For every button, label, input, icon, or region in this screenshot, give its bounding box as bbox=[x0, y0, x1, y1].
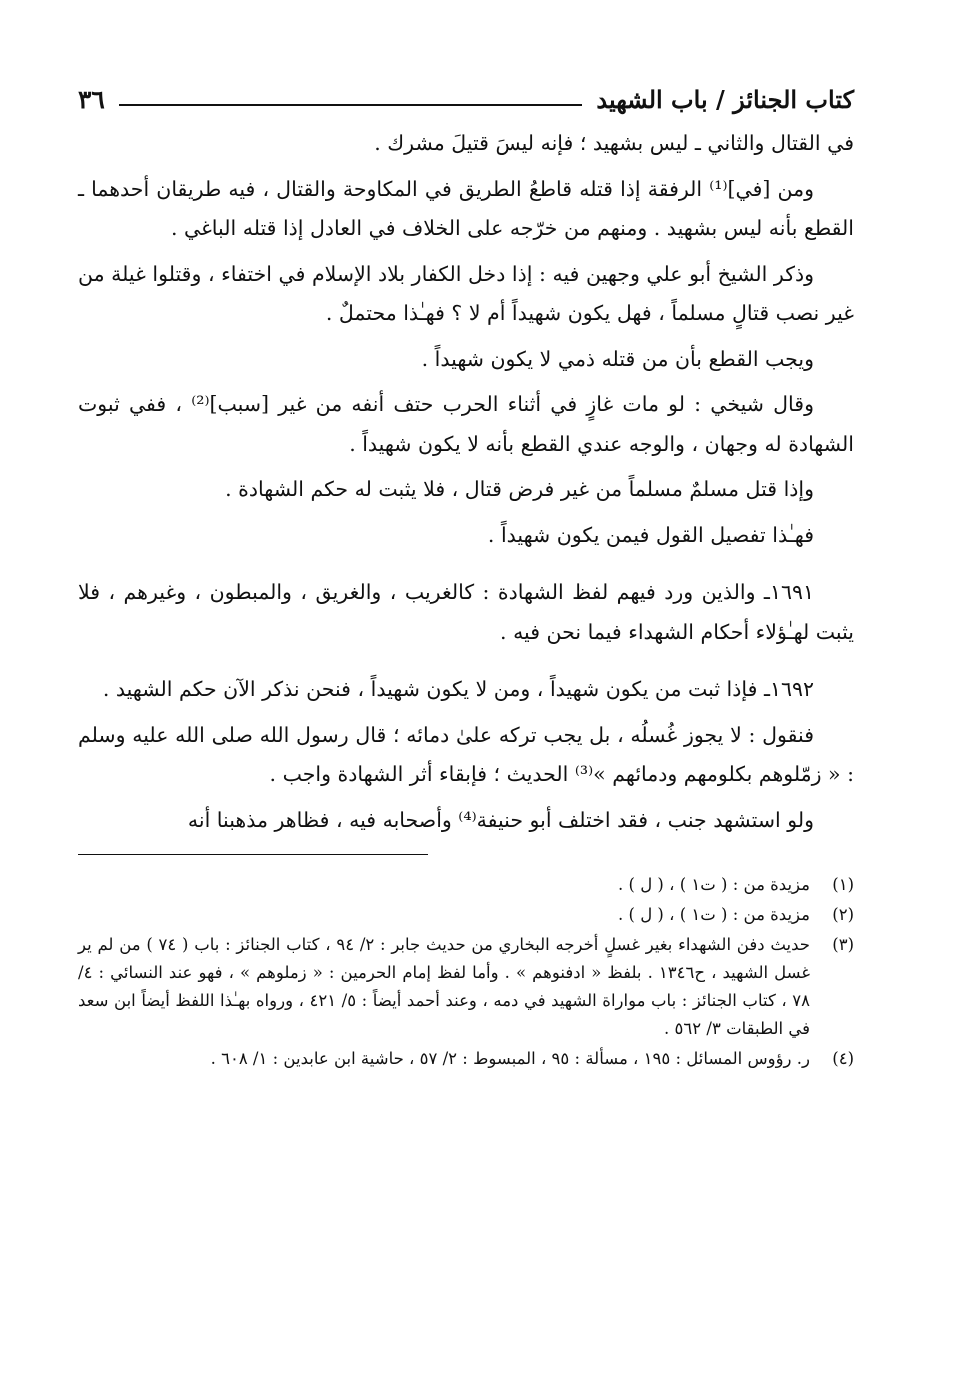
section-1691: ١٦٩١ـ والذين ورد فيهم لفظ الشهادة : كالغريب ، والغريق ، والمبطون ، وغيرهم ، فلا يثبت لهـٰؤلاء أحكام الشهداء فيما نحن فيه . bbox=[78, 580, 854, 644]
page-number: ٣٦ bbox=[78, 85, 105, 114]
paragraph: فنقول : لا يجوز غُسلُه ، بل يجب تركه علىٰ دمائه ؛ قال رسول الله صلى الله عليه وسلم : « زمّلوهم بكلومهم ودمائهم »⁽³⁾ الحديث ؛ فإبقاء أثر الشهادة واجب . bbox=[78, 722, 854, 786]
footnote-text: مزيدة من : ( ت١ ) ، ( ل ) . bbox=[618, 905, 810, 924]
footnote-number: (٤) bbox=[832, 1049, 854, 1068]
paragraph: وإذا قتل مسلمٌ مسلماً من غير فرض قتال ، فلا يثبت له حكم الشهادة . bbox=[225, 477, 814, 501]
paragraph: في القتال والثاني ـ ليس بشهيد ؛ فإنه ليسَ قتيلَ مشرك . bbox=[374, 131, 854, 155]
paragraph: ولو استشهد جنب ، فقد اختلف أبو حنيفة⁽⁴⁾ وأصحابه فيه ، فظاهر مذهبنا أنه bbox=[187, 807, 814, 832]
footnote bbox=[78, 931, 854, 1043]
running-header bbox=[78, 78, 854, 118]
footnote-text: ر. رؤوس المسائل : ١٩٥ ، مسألة : ٩٥ ، المبسوط : ٢/ ٥٧ ، حاشية ابن عابدين : ١/ ٦٠٨ . bbox=[210, 1049, 810, 1068]
footnote-divider bbox=[78, 854, 428, 855]
paragraph: وذكر الشيخ أبو علي وجهين فيه : إذا دخل الكفار بلاد الإسلام في اختفاء ، وقتلوا غيلة من غير نصب قتالٍ مسلماً ، فهل يكون شهيداً أم لا ؟ فهـٰذا محتملٌ . bbox=[78, 261, 854, 325]
header-rule bbox=[119, 104, 583, 106]
page bbox=[78, 78, 854, 1075]
paragraph: وقال شيخي : لو مات غازٍ في أثناء الحرب حتف أنفه من غير [سبب]⁽²⁾ ، ففي ثبوت الشهادة له وجهان ، والوجه عندي القطع بأنه لا يكون شهيداً . bbox=[78, 392, 854, 456]
running-title: كتاب الجنائز / باب الشهيد bbox=[596, 85, 854, 114]
footnote-text: مزيدة من : ( ت١ ) ، ( ل ) . bbox=[618, 875, 810, 894]
section-1692: ١٦٩٢ـ فإذا ثبت من يكون شهيداً ، ومن لا يكون شهيداً ، فنحن نذكر الآن حكم الشهيد . bbox=[102, 677, 814, 701]
footnote bbox=[78, 901, 854, 929]
footnote bbox=[78, 871, 854, 899]
main-text bbox=[78, 124, 854, 840]
paragraph: فهـٰذا تفصيل القول فيمن يكون شهيداً . bbox=[487, 522, 814, 547]
footnote bbox=[78, 1045, 854, 1073]
footnote-number: (٢) bbox=[832, 905, 854, 924]
footnote-number: (١) bbox=[832, 875, 854, 894]
paragraph: ومن [في]⁽¹⁾ الرفقة إذا قتله قاطعُ الطريق في المكاوحة والقتال ، فيه طريقان أحدهما ـ القطع بأنه ليس بشهيد . ومنهم من خرّجه على الخلاف في العادل إذا قتله الباغي . bbox=[78, 176, 854, 240]
footnote-text: حديث دفن الشهداء بغير غسلٍ أخرجه البخاري من حديث جابر : ٢/ ٩٤ ، كتاب الجنائز : باب ( ٧٤ ) من لم ير غسل الشهيد ، ح١٣٤٦ . بلفظ « ادفنوهم » . وأما لفظ إمام الحرمين : « زملوهم » ، فهو عند النسائي : ٤/ ٧٨ ، كتاب الجنائز : باب مواراة الشهيد في دمه ، وعند أحمد أيضاً : ٥/ ٤٢١ ، ورواه بهـٰذا اللفظ أيضاً ابن سعد في الطبقات ٣/ ٥٦٢ . bbox=[78, 935, 811, 1038]
footnote-number: (٣) bbox=[832, 935, 854, 954]
footnotes bbox=[78, 871, 854, 1073]
paragraph: ويجب القطع بأن من قتله ذمي لا يكون شهيداً . bbox=[421, 346, 814, 371]
